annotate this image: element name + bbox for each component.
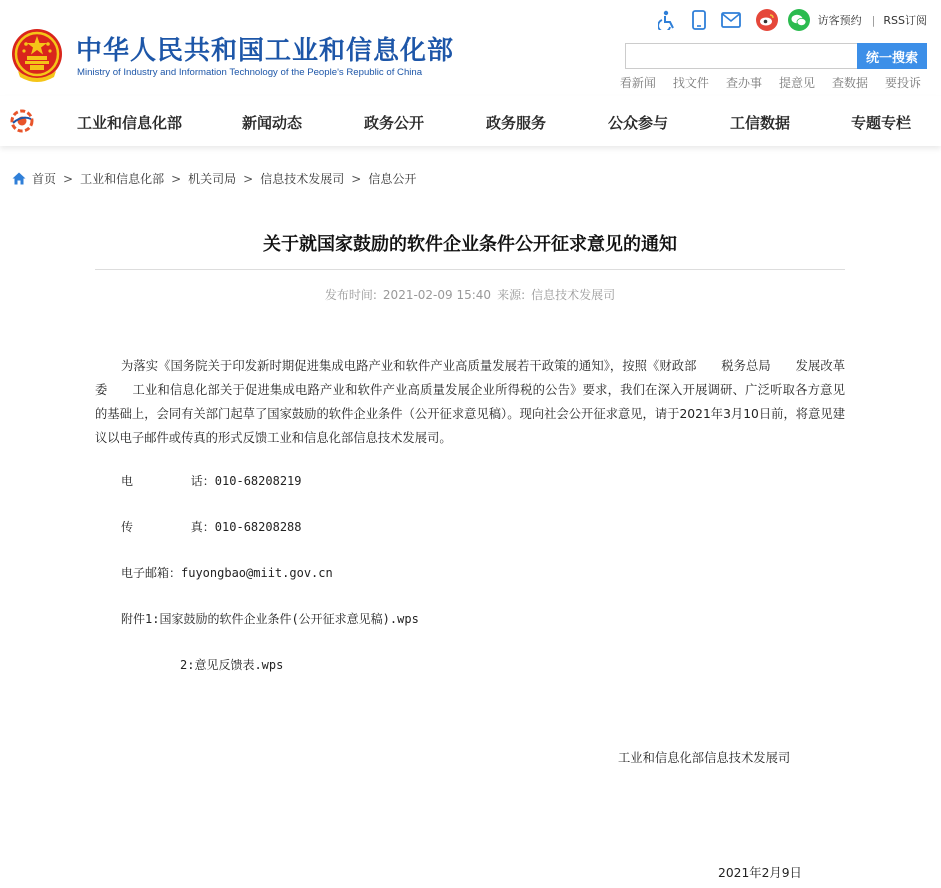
article-meta [95, 286, 845, 303]
breadcrumb-miit[interactable]: 工业和信息化部 [80, 172, 165, 186]
attachment-2[interactable]: 2:意见反馈表.wps [180, 658, 284, 672]
search-button[interactable]: 统一搜索 [857, 43, 927, 69]
quick-link-files[interactable]: 找文件 [672, 76, 709, 90]
nav-item-topics[interactable]: 专题专栏 [851, 114, 912, 132]
quick-link-data[interactable]: 查数据 [831, 76, 868, 90]
nav-item-miit[interactable]: 工业和信息化部 [77, 114, 183, 132]
nav-item-participation[interactable]: 公众参与 [608, 114, 669, 132]
breadcrumb-departments[interactable]: 机关司局 [188, 172, 237, 186]
nav-item-data[interactable]: 工信数据 [730, 114, 791, 132]
contact-fax: 传 真：010-68208288 [121, 520, 302, 534]
site-subtitle: Ministry of Industry and Information Technology of the People's Republic of China [77, 67, 423, 78]
weibo-icon[interactable] [756, 9, 778, 31]
miit-logo-icon[interactable] [10, 109, 34, 133]
signature-org: 工业和信息化部信息技术发展司 [618, 751, 791, 765]
rss-link[interactable]: RSS订阅 [883, 14, 927, 27]
breadcrumb-separator: > [243, 171, 254, 186]
quick-link-news[interactable]: 看新闻 [619, 76, 656, 90]
home-icon[interactable] [12, 172, 26, 185]
main-nav [0, 96, 941, 146]
breadcrumb [12, 170, 416, 187]
utility-bar [646, 8, 927, 32]
site-header [0, 0, 941, 96]
attachment-1[interactable]: 附件1:国家鼓励的软件企业条件(公开征求意见稿).wps [121, 612, 419, 626]
breadcrumb-separator: > [63, 171, 74, 186]
nav-item-gov-services[interactable]: 政务服务 [486, 114, 547, 132]
site-title[interactable]: 中华人民共和国工业和信息化部 [76, 36, 455, 66]
breadcrumb-separator: > [351, 171, 362, 186]
visitor-booking-link[interactable]: 访客预约 [817, 14, 862, 27]
source-value: 信息技术发展司 [531, 288, 616, 302]
breadcrumb-home[interactable]: 首页 [32, 172, 57, 186]
title-divider [95, 269, 845, 270]
nav-item-gov-info[interactable]: 政务公开 [364, 114, 425, 132]
quick-links [603, 74, 921, 91]
breadcrumb-it-dept[interactable]: 信息技术发展司 [260, 172, 345, 186]
quick-link-services[interactable]: 查办事 [725, 76, 762, 90]
accessibility-icon[interactable] [656, 9, 678, 31]
quick-link-feedback[interactable]: 提意见 [778, 76, 815, 90]
publish-label: 发布时间: [324, 288, 377, 302]
breadcrumb-info-disclosure[interactable]: 信息公开 [368, 172, 417, 186]
contact-email: 电子邮箱：fuyongbao@miit.gov.cn [121, 566, 333, 580]
contact-phone: 电 话：010-68208219 [121, 474, 302, 488]
quick-link-complaints[interactable]: 要投诉 [884, 76, 921, 90]
mobile-icon[interactable] [688, 9, 710, 31]
search-input[interactable] [625, 43, 858, 69]
publish-time: 2021-02-09 15:40 [382, 288, 492, 302]
signature-date: 2021年2月9日 [718, 866, 802, 880]
mail-icon[interactable] [720, 9, 742, 31]
article-body: 为落实《国务院关于印发新时期促进集成电路产业和软件产业高质量发展若干政策的通知》，按照《财政部 税务总局 发展改革委 工业和信息化部关于促进集成电路产业和软件产业高质量发展企业所得税的公告》要求，我们在深入开展调研、广泛听取各方意见的基础上，会同有关部门起草了国家鼓励的软件企业条件（公开征求意见稿）。现向社会公开征求意见，请于2021年3月10日前，将意见建议以电子邮件或传真的形式反馈工业和信息化部信息技术发展司。 [95, 359, 845, 445]
nav-item-news[interactable]: 新闻动态 [242, 114, 303, 132]
breadcrumb-separator: > [171, 171, 182, 186]
utility-separator: | [871, 13, 876, 27]
wechat-icon[interactable] [788, 9, 810, 31]
national-emblem-icon[interactable] [10, 27, 64, 83]
source-label: 来源: [497, 288, 526, 302]
article-title: 关于就国家鼓励的软件企业条件公开征求意见的通知 [263, 234, 677, 255]
